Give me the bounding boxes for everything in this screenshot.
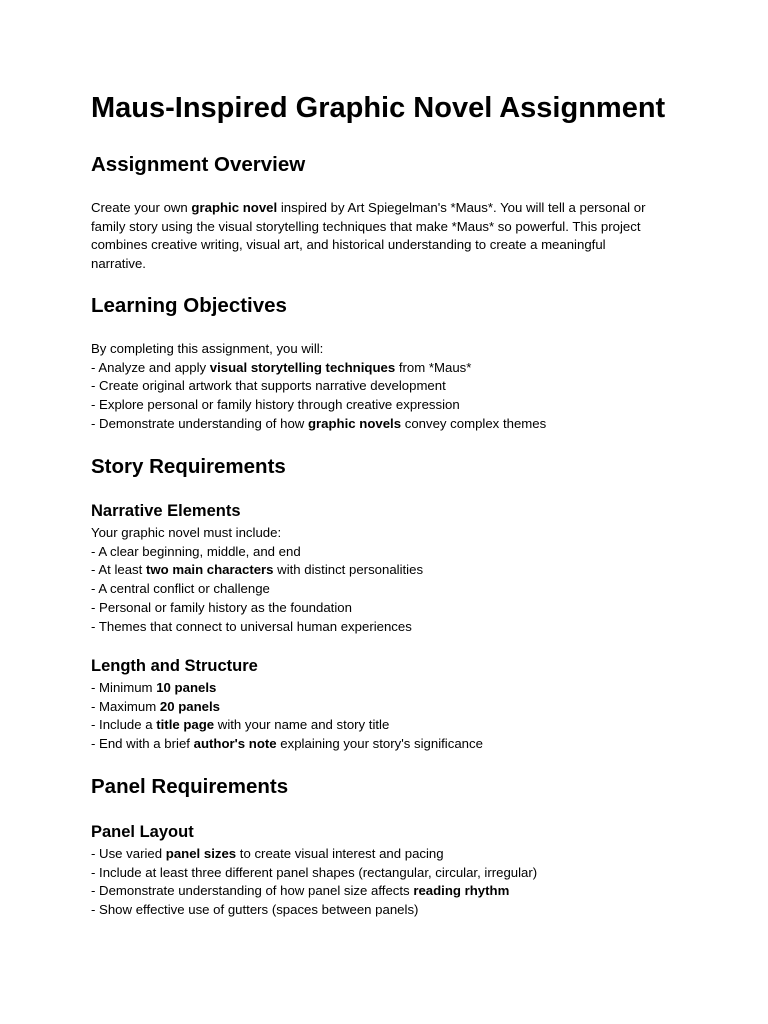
bold-phrase: two main characters — [145, 562, 274, 578]
text-run: By completing this assignment, you will: — [91, 341, 324, 356]
text-run: explaining your story's significance — [276, 736, 483, 752]
text-line — [91, 543, 423, 562]
text-run: - Explore personal or family history through creative expression — [91, 397, 460, 413]
text-run: - Demonstrate understanding of how panel size affects — [91, 883, 414, 899]
text-line — [91, 599, 423, 618]
text-line — [91, 845, 537, 864]
text-run: Your graphic novel must include: — [91, 525, 282, 540]
text-line — [91, 377, 546, 396]
text-line — [91, 359, 546, 378]
text-line — [91, 679, 483, 698]
bold-phrase: author's note — [193, 736, 277, 752]
narrative-elements-list — [91, 524, 423, 636]
heading-assignment-overview: Assignment Overview — [91, 153, 306, 176]
bold-phrase: 10 panels — [156, 680, 217, 695]
text-run: - Demonstrate understanding of how — [91, 415, 308, 431]
heading-panel-layout: Panel Layout — [91, 823, 194, 841]
bold-phrase: title page — [156, 717, 215, 733]
text-line — [91, 716, 483, 735]
text-line — [91, 618, 423, 637]
text-line — [91, 199, 645, 218]
text-run: - A clear beginning, middle, and end — [91, 543, 301, 559]
text-run: narrative. — [91, 256, 146, 272]
text-run: with distinct personalities — [273, 562, 424, 578]
text-run: combines creative writing, visual art, and historical understanding to create a meaningful — [91, 237, 606, 253]
text-run: convey complex themes — [401, 415, 547, 431]
text-run: - Include a — [91, 717, 157, 733]
text-run: - Show effective use of gutters (spaces between panels) — [91, 902, 419, 918]
text-run: - Use varied — [91, 846, 166, 861]
text-line — [91, 580, 423, 599]
text-line — [91, 415, 546, 434]
text-run: - Create original artwork that supports narrative development — [91, 378, 446, 394]
document-title: Maus-Inspired Graphic Novel Assignment — [91, 92, 666, 124]
bold-phrase: visual storytelling techniques — [209, 359, 396, 375]
heading-length-and-structure: Length and Structure — [91, 657, 258, 675]
text-run: from *Maus* — [395, 359, 472, 375]
text-line — [91, 698, 483, 717]
bold-phrase: panel sizes — [165, 846, 237, 861]
text-run: - A central conflict or challenge — [91, 581, 270, 597]
heading-story-requirements: Story Requirements — [91, 455, 286, 478]
text-run: - Personal or family history as the foundation — [91, 599, 352, 615]
overview-paragraph — [91, 199, 645, 274]
text-line — [91, 864, 537, 883]
text-run: - Themes that connect to universal human experiences — [91, 618, 412, 634]
text-run: family story using the visual storytelling techniques that make *Maus* so powerful. This project — [91, 218, 641, 234]
text-run: - End with a brief — [91, 736, 194, 752]
text-run: to create visual interest and pacing — [236, 846, 444, 861]
bold-phrase: graphic novels — [307, 415, 402, 431]
length-structure-list — [91, 679, 483, 754]
text-line — [91, 882, 537, 901]
text-line — [91, 561, 423, 580]
text-line — [91, 255, 645, 274]
objectives-list — [91, 340, 546, 434]
text-line — [91, 218, 645, 237]
text-run: - Maximum — [91, 698, 160, 714]
text-line — [91, 524, 423, 543]
text-run: inspired by Art Spiegelman's *Maus*. You will tell a personal or — [277, 200, 646, 215]
bold-phrase: graphic novel — [191, 200, 278, 215]
heading-narrative-elements: Narrative Elements — [91, 502, 241, 520]
text-run: - Minimum — [91, 680, 157, 695]
heading-learning-objectives: Learning Objectives — [91, 294, 287, 317]
text-run: - Analyze and apply — [91, 359, 210, 375]
text-line — [91, 901, 537, 920]
text-line — [91, 340, 546, 359]
text-run: Create your own — [91, 200, 192, 215]
text-line — [91, 236, 645, 255]
text-line — [91, 396, 546, 415]
heading-panel-requirements: Panel Requirements — [91, 775, 289, 798]
text-run: with your name and story title — [214, 717, 390, 733]
text-run: - At least — [91, 562, 146, 578]
bold-phrase: 20 panels — [159, 698, 220, 714]
bold-phrase: reading rhythm — [413, 883, 510, 899]
text-line — [91, 735, 483, 754]
panel-layout-list — [91, 845, 537, 920]
text-run: - Include at least three different panel shapes (rectangular, circular, irregular) — [91, 864, 538, 880]
